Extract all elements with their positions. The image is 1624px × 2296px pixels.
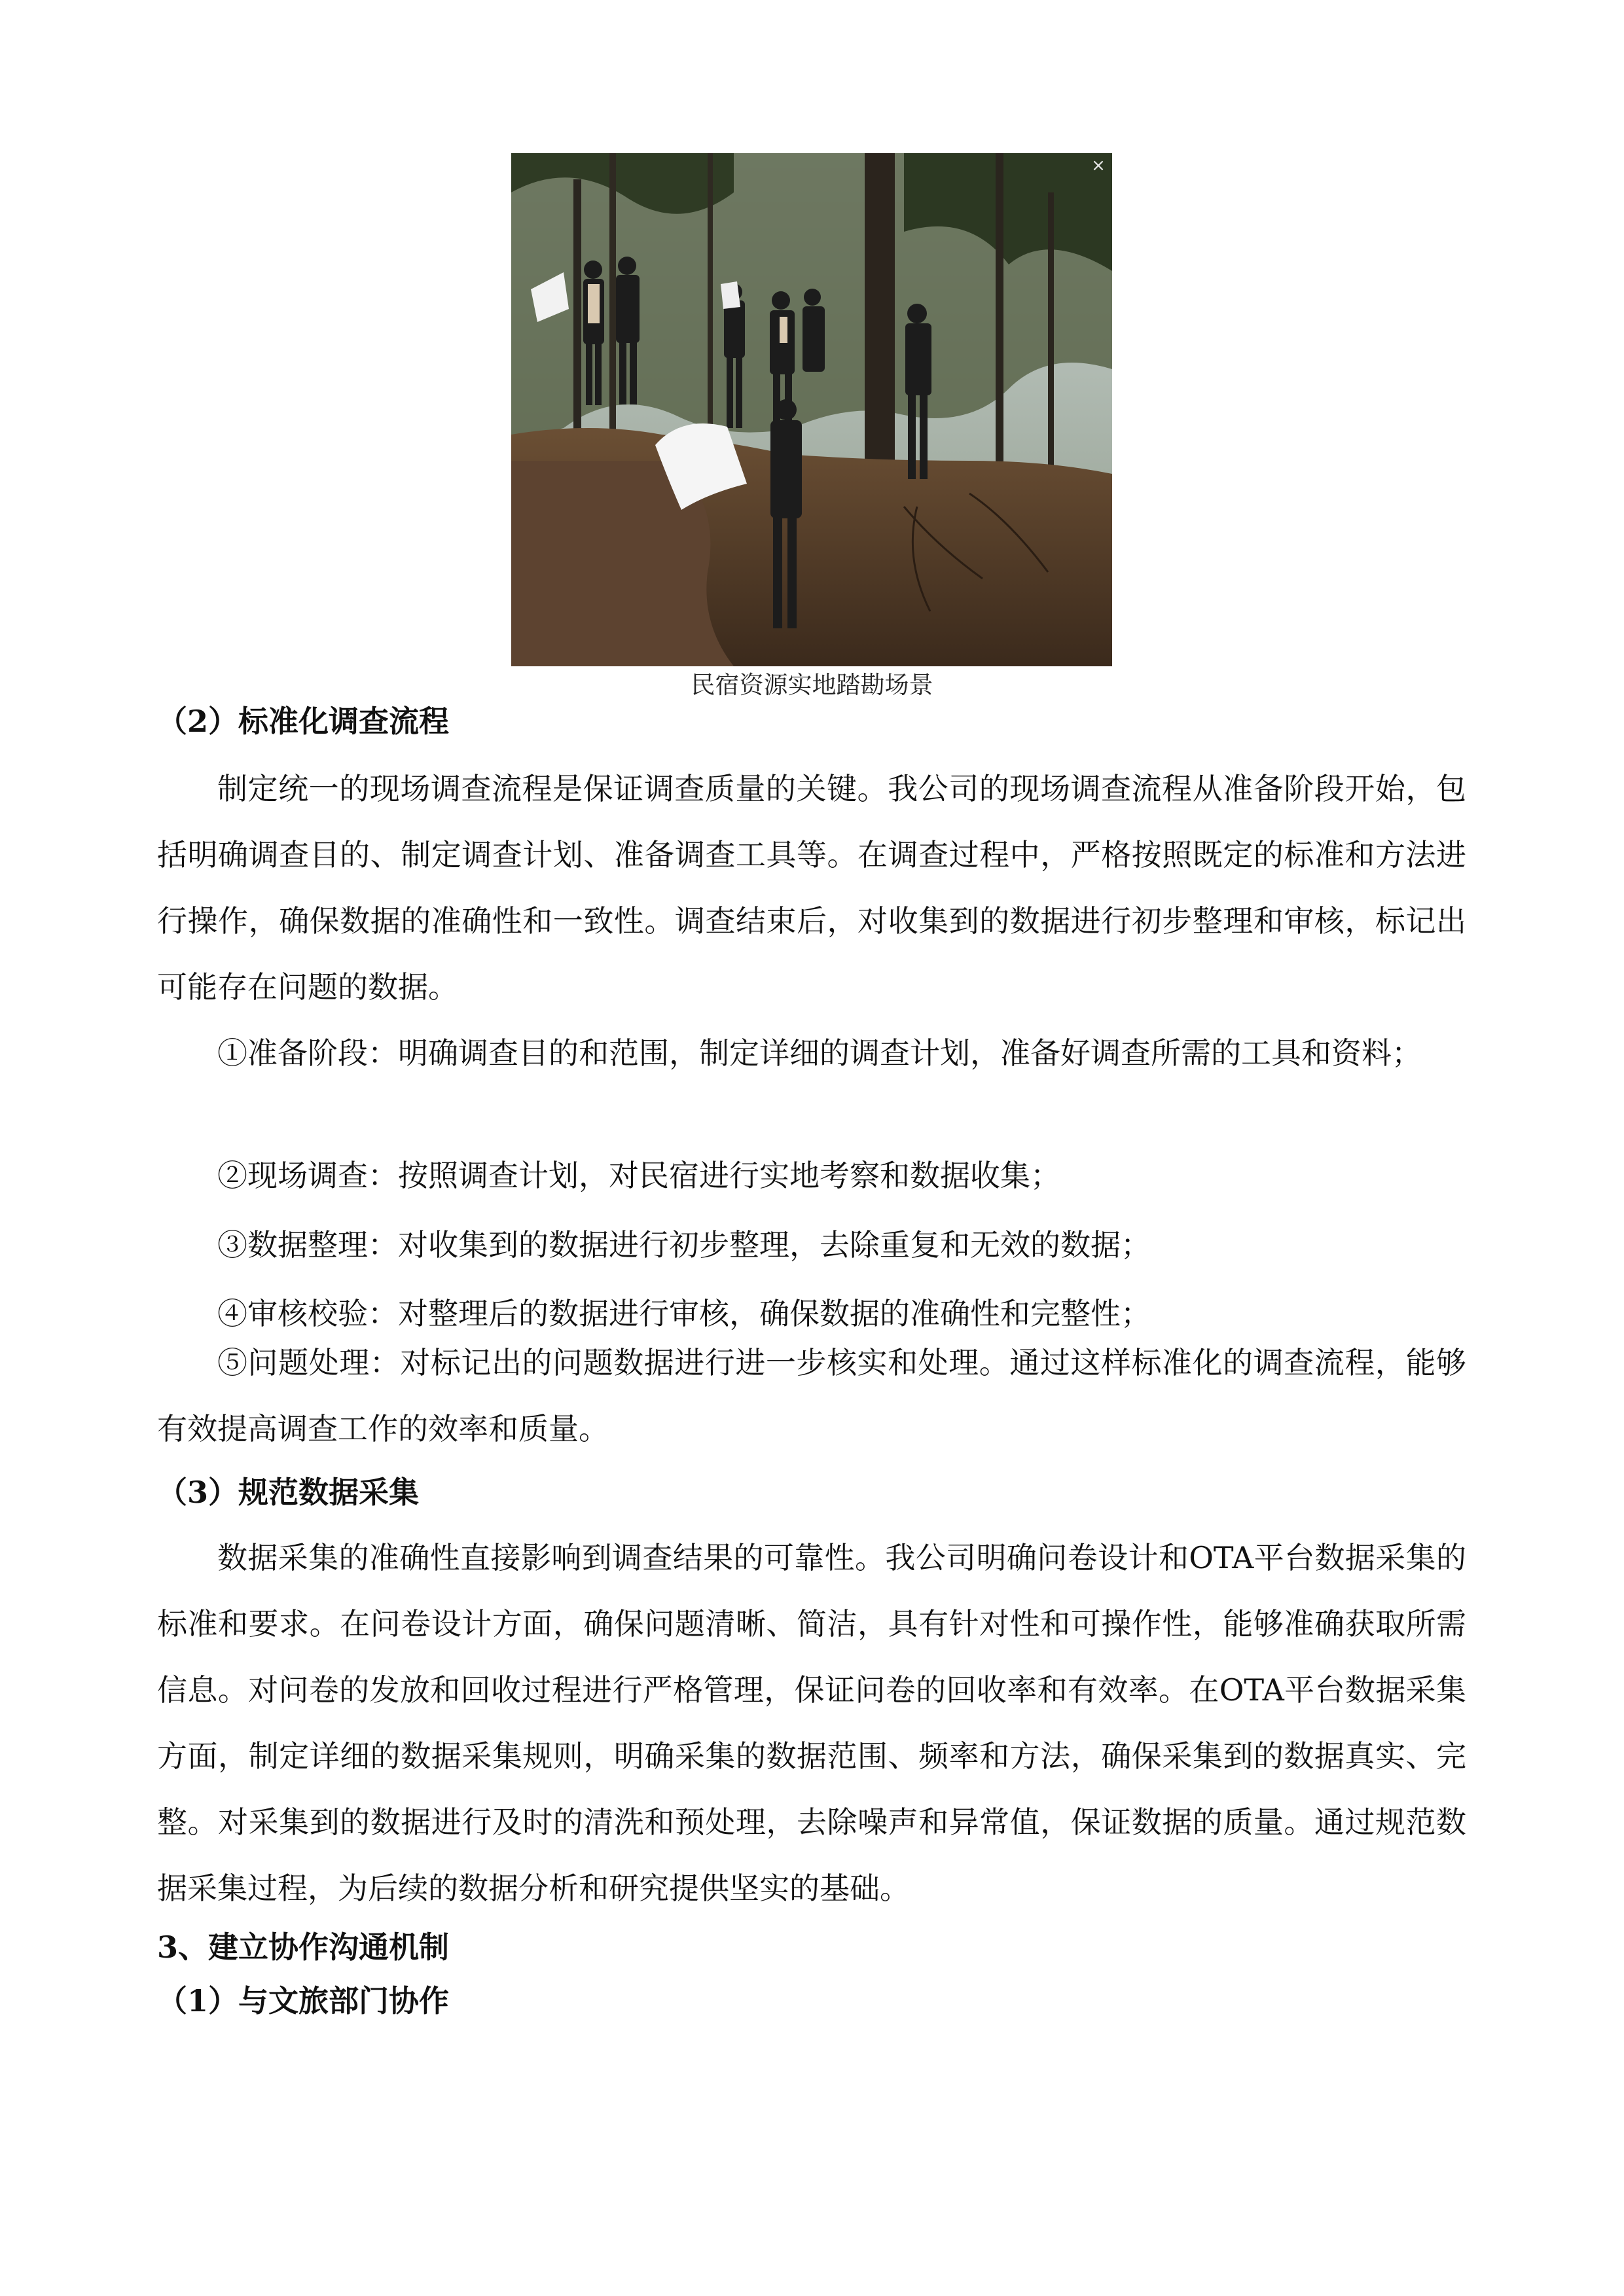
step-1: ①准备阶段：明确调查目的和范围，制定详细的调查计划，准备好调查所需的工具和资料； [217,1035,1422,1071]
step-4: ④审核校验：对整理后的数据进行审核，确保数据的准确性和完整性； [217,1296,1151,1331]
section-3-body: 数据采集的准确性直接影响到调查结果的可靠性。我公司明确问卷设计和OTA平台数据采集的标准和要求。在问卷设计方面，确保问题清晰、简洁，具有针对性和可操作性，能够准确获取所需信息。对问卷的发放和回收过程进行严格管理，保证问卷的回收率和有效率。在OTA平台数据采集方面，制定详细的数据采集规则，明确采集的数据范围、频率和方法，确保采集到的数据真实、完整。对采集到的数据进行及时的清洗和预处理，去除噪声和异常值，保证数据的质量。通过规范数据采集过程，为后续的数据分析和研究提供坚实的基础。 [157,1540,1466,1906]
section-2-intro: 制定统一的现场调查流程是保证调查质量的关键。我公司的现场调查流程从准备阶段开始，包括明确调查目的、制定调查计划、准备调查工具等。在调查过程中，严格按照既定的标准和方法进行操作，确保数据的准确性和一致性。调查结束后，对收集到的数据进行初步整理和审核，标记出可能存在问题的数据。 [157,771,1466,1005]
figure-caption: 民宿资源实地踏勘场景 [691,671,933,699]
step-3: ③数据整理：对收集到的数据进行初步整理，去除重复和无效的数据； [217,1227,1151,1263]
forest-survey-illustration [511,153,1112,666]
subsection-1-heading: （1）与文旅部门协作 [157,1983,450,2018]
section-3-heading: （3）规范数据采集 [157,1475,420,1510]
close-icon[interactable]: × [1091,156,1106,175]
step-5: ⑤问题处理：对标记出的问题数据进行进一步核实和处理。通过这样标准化的调查流程，能够有效提高调查工作的效率和质量。 [157,1345,1466,1446]
chapter-3-heading: 3、建立协作沟通机制 [157,1929,450,1965]
section-2-heading: （2）标准化调查流程 [157,704,450,739]
step-2: ②现场调查：按照调查计划，对民宿进行实地考察和数据收集； [217,1158,1060,1193]
survey-photo [511,153,1112,666]
